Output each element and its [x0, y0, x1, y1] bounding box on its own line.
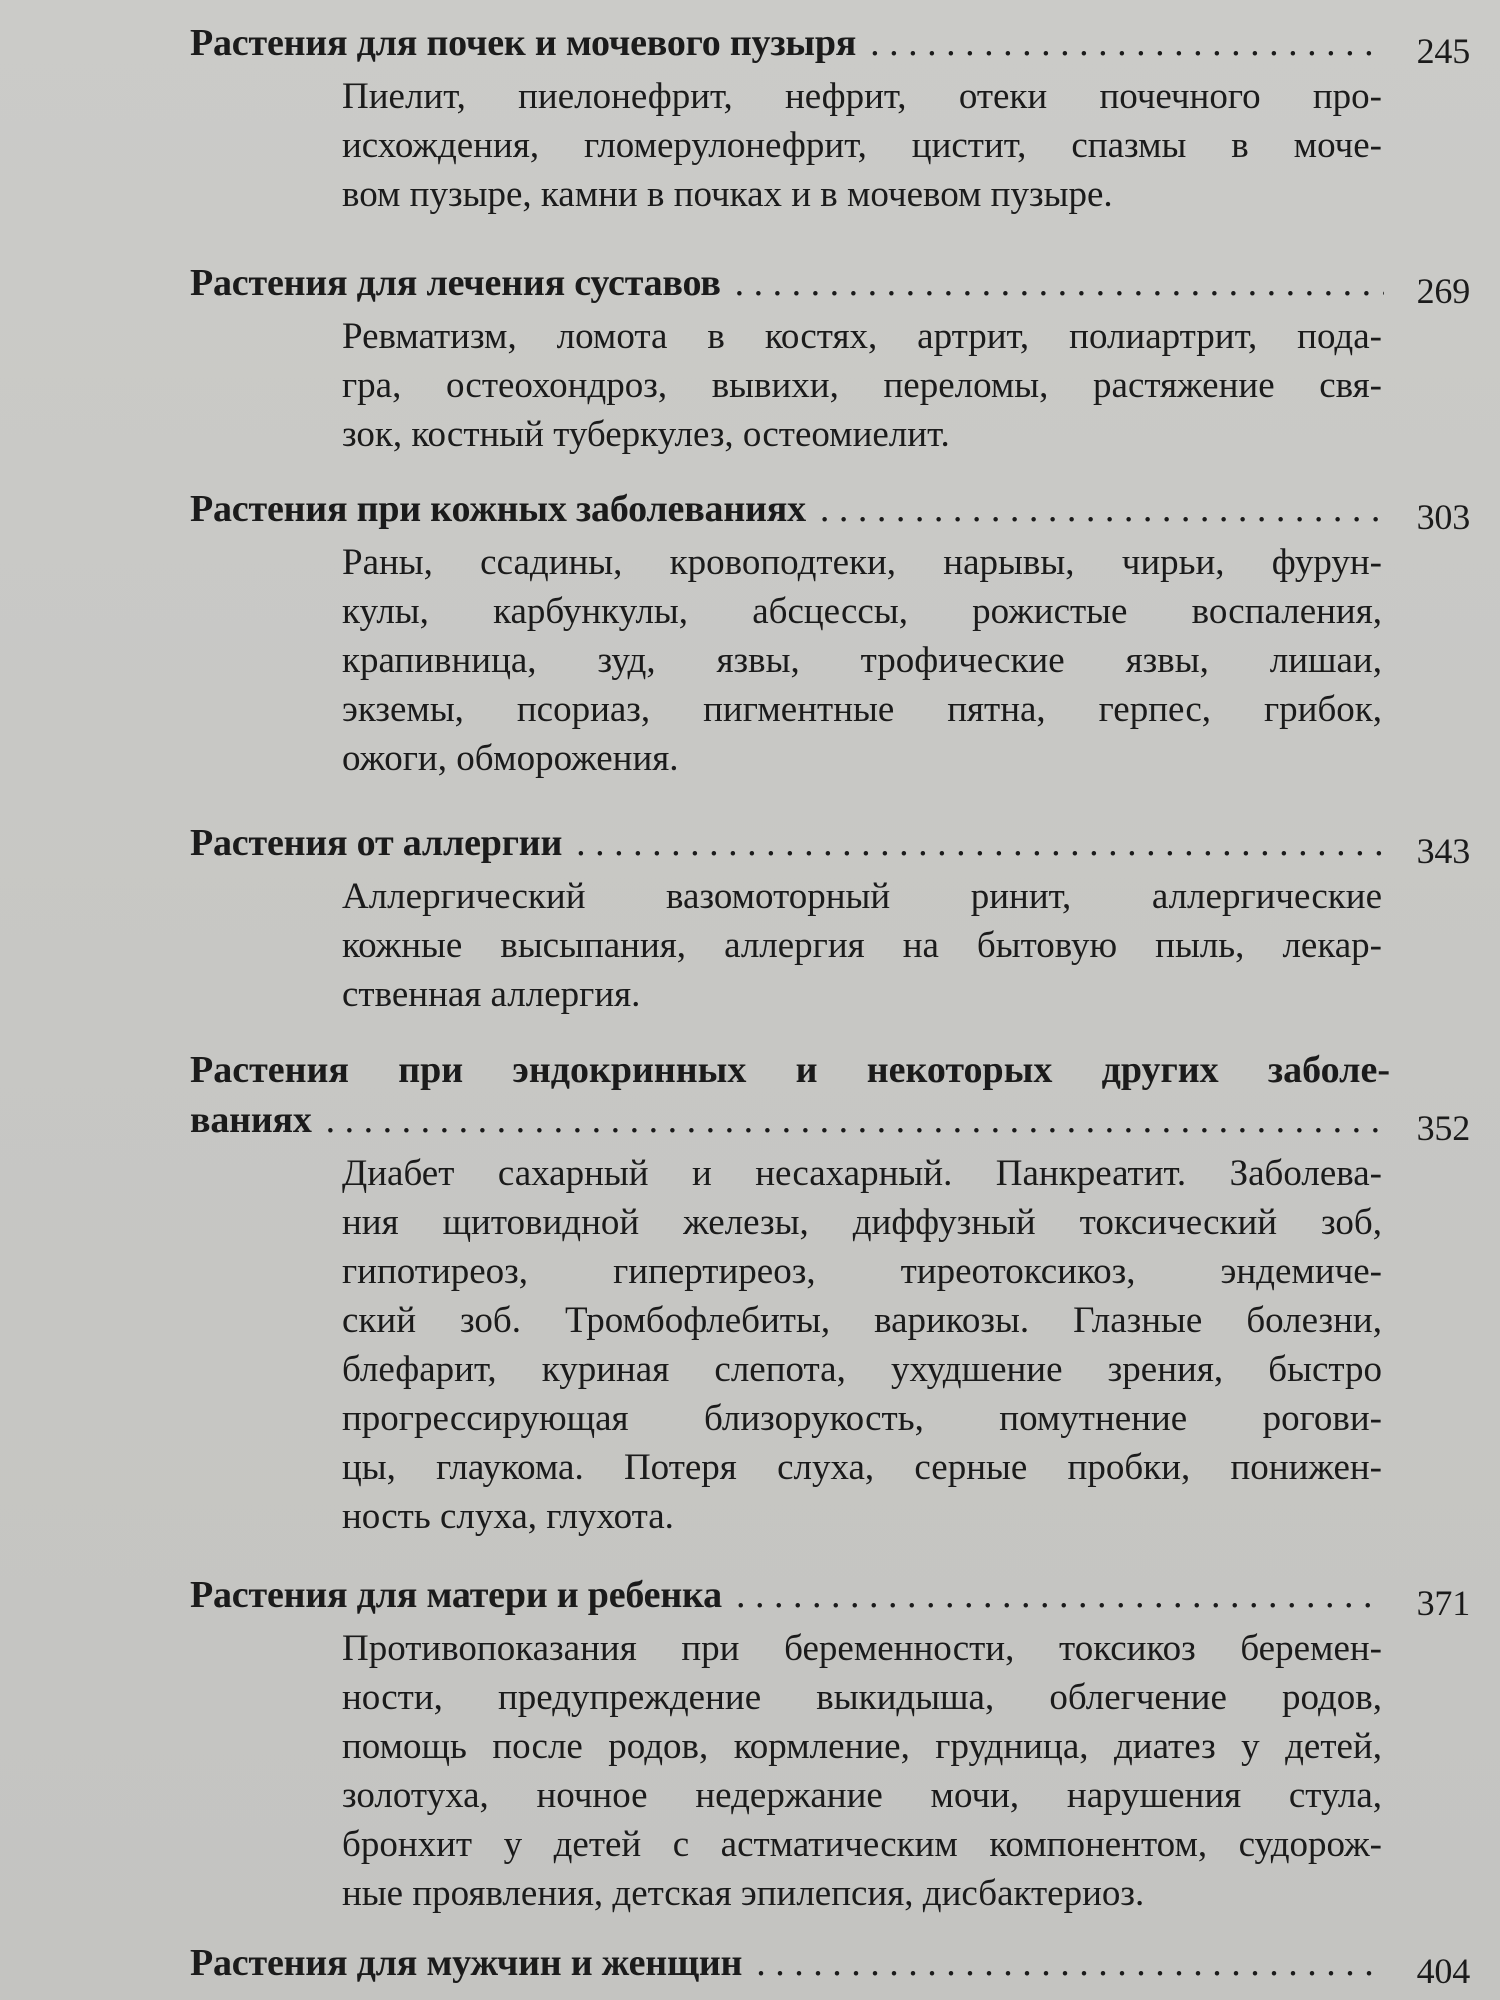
- desc-line: Пиелит, пиелонефрит, нефрит, отеки почечного про-: [342, 76, 1382, 117]
- desc-line: зок, костный туберкулез, остеомиелит.: [342, 414, 950, 455]
- toc-heading-title: Растения для мужчин и женщин: [190, 1942, 743, 1984]
- desc-line: блефарит, куриная слепота, ухудшение зрения, быстро: [342, 1349, 1382, 1390]
- desc-line: гра, остеохондроз, вывихи, переломы, растяжение свя-: [342, 365, 1382, 406]
- toc-heading-title: Растения для матери и ребенка: [190, 1574, 722, 1616]
- toc-entry-men-women: [190, 1938, 1470, 1991]
- desc-line: кожные высыпания, аллергия на бытовую пыль, лекар-: [342, 925, 1382, 966]
- desc-line: Диабет сахарный и несахарный. Панкреатит. Заболева-: [342, 1153, 1382, 1194]
- desc-line: Ревматизм, ломота в костях, артрит, полиартрит, пода-: [342, 316, 1382, 357]
- desc-line: экземы, псориаз, пигментные пятна, герпес, грибок,: [342, 689, 1382, 730]
- desc-line: исхождения, гломерулонефрит, цистит, спазмы в моче-: [342, 125, 1382, 166]
- toc-entry-allergy: [190, 818, 1470, 1019]
- toc-heading: [190, 818, 1470, 871]
- toc-heading: [190, 258, 1470, 311]
- toc-description: [342, 72, 1382, 219]
- desc-line: ности, предупреждение выкидыша, облегчение родов,: [342, 1677, 1382, 1718]
- dot-leader: [735, 258, 1384, 308]
- toc-description: [342, 538, 1382, 783]
- toc-page-number: 371: [1416, 1583, 1470, 1623]
- toc-description: [342, 872, 1382, 1019]
- toc-entry-joints: [190, 258, 1470, 459]
- dot-leader: [820, 484, 1384, 534]
- desc-line: крапивница, зуд, язвы, трофические язвы, лишаи,: [342, 640, 1382, 681]
- toc-entry-mother-child: [190, 1570, 1470, 1918]
- desc-line: гипотиреоз, гипертиреоз, тиреотоксикоз, эндемиче-: [342, 1251, 1382, 1292]
- desc-line: ожоги, обморожения.: [342, 738, 679, 779]
- toc-heading: [190, 484, 1470, 537]
- toc-page-number: 343: [1416, 831, 1470, 871]
- desc-line: ность слуха, глухота.: [342, 1496, 674, 1537]
- toc-heading: [190, 1938, 1470, 1991]
- dot-leader: [576, 818, 1384, 868]
- toc-description: [342, 1149, 1382, 1541]
- desc-line: кулы, карбункулы, абсцессы, рожистые воспаления,: [342, 591, 1382, 632]
- toc-heading-title: Растения для лечения суставов: [190, 262, 721, 304]
- toc-heading-title: Растения при кожных заболеваниях: [190, 488, 806, 530]
- desc-line: бронхит у детей с астматическим компонентом, судорож-: [342, 1824, 1382, 1865]
- desc-line: ные проявления, детская эпилепсия, дисбактериоз.: [342, 1873, 1145, 1914]
- desc-line: прогрессирующая близорукость, помутнение рогови-: [342, 1398, 1382, 1439]
- toc-heading-title-continued: ваниях: [190, 1099, 312, 1141]
- toc-page-number: 245: [1416, 31, 1470, 71]
- toc-entry-kidneys: [190, 18, 1470, 219]
- toc-description: [342, 312, 1382, 459]
- dot-leader: [870, 18, 1384, 68]
- desc-line: Аллергический вазомоторный ринит, аллергические: [342, 876, 1382, 917]
- desc-line: ния щитовидной железы, диффузный токсический зоб,: [342, 1202, 1382, 1243]
- toc-page-number: 303: [1416, 497, 1470, 537]
- toc-heading-title: Растения для почек и мочевого пузыря: [190, 22, 857, 64]
- desc-line: Противопоказания при беременности, токсикоз беремен-: [342, 1628, 1382, 1669]
- toc-page-number: 269: [1416, 271, 1470, 311]
- desc-line: ский зоб. Тромбофлебиты, варикозы. Глазные болезни,: [342, 1300, 1382, 1341]
- toc-heading: [190, 1095, 1470, 1148]
- desc-line: ственная аллергия.: [342, 974, 641, 1015]
- dot-leader: [326, 1095, 1384, 1145]
- desc-line: золотуха, ночное недержание мочи, нарушения стула,: [342, 1775, 1382, 1816]
- toc-page-number: 352: [1416, 1108, 1470, 1148]
- toc-page-number: 404: [1416, 1951, 1470, 1991]
- desc-line: вом пузыре, камни в почках и в мочевом пузыре.: [342, 174, 1113, 215]
- toc-heading: [190, 1570, 1470, 1623]
- dot-leader: [756, 1938, 1384, 1988]
- dot-leader: [736, 1570, 1384, 1620]
- toc-entry-skin: [190, 484, 1470, 783]
- toc-entry-endocrine: [190, 1045, 1470, 1541]
- desc-line: цы, глаукома. Потеря слуха, серные пробки, понижен-: [342, 1447, 1382, 1488]
- toc-description: [342, 1624, 1382, 1918]
- toc-heading-title: Растения при эндокринных и некоторых других заболе-: [190, 1049, 1390, 1091]
- toc-heading: [190, 18, 1470, 71]
- desc-line: Раны, ссадины, кровоподтеки, нарывы, чирьи, фурун-: [342, 542, 1382, 583]
- desc-line: помощь после родов, кормление, грудница, диатез у детей,: [342, 1726, 1382, 1767]
- toc-heading-title: Растения от аллергии: [190, 822, 563, 864]
